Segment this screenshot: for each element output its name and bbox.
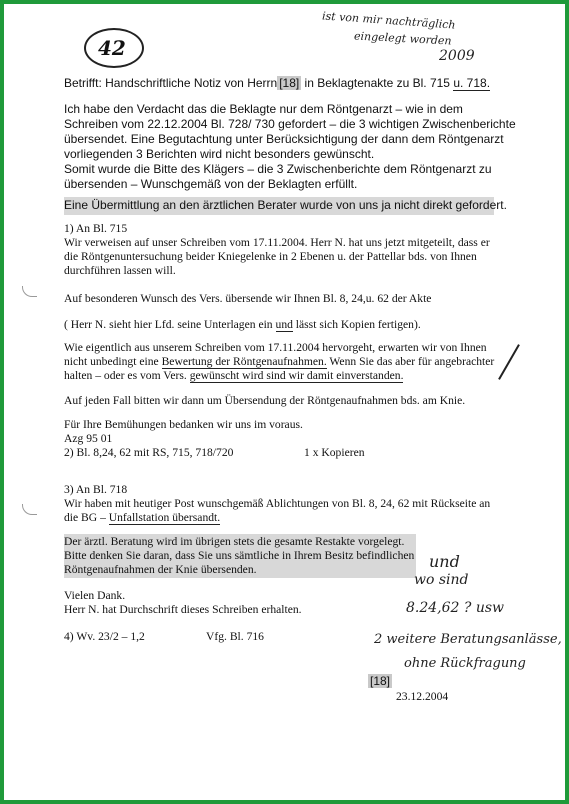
wv-line: 4) Wv. 23/2 – 1,2 xyxy=(64,630,145,643)
document-page xyxy=(4,4,565,800)
section-1-note: ( Herr N. sieht hier Lfd. seine Unterlagen ein und lässt sich Kopien fertigen). xyxy=(64,318,421,331)
section-3-paragraph: Der ärztl. Beratung wird im übrigen stets die gesamte Restakte vorgelegt. Bitte denken Sie daran, dass Sie uns sämtliche in Ihrem Besitz befindlichen Röntgenaufnahmen der Knie übersenden. xyxy=(64,535,415,576)
thanks-block: Für Ihre Bemühungen bedanken wir uns im voraus. Azg 95 01 2) Bl. 8,24, 62 mit RS, 715, 718/720 xyxy=(64,418,303,459)
section-1-block: 1) An Bl. 715 Wir verweisen auf unser Schreiben vom 17.11.2004. Herr N. hat uns jetzt mitgeteilt, dass er die Röntgenuntersuchung beider Kniegelenke in 2 Ebenen u. der Pattellar bds. von Ihnen durchführen lassen will. xyxy=(64,222,490,277)
handwritten-right-4: 2 weitere Beratungsanlässe, xyxy=(374,632,562,647)
subject-line: Betrifft: Handschriftliche Notiz von Herrn [18] in Beklagtenakte zu Bl. 715 u. 718. xyxy=(64,76,491,90)
handwritten-right-1: und xyxy=(429,552,460,571)
handwritten-right-2: wo sind xyxy=(414,572,469,588)
handwritten-note-line-1: ist von mir nachträglich xyxy=(321,9,456,32)
highlighted-sentence: Eine Übermittlung an den ärztlichen Berater wurde von uns ja nicht direkt gefordert. xyxy=(64,197,494,215)
handwritten-note-year: 2009 xyxy=(439,48,475,64)
section-3-block: 3) An Bl. 718 Wir haben mit heutiger Post wunschgemäß Ablichtungen von Bl. 8, 24, 62 mit Rückseite an die BG – Unfallstation übersandt. xyxy=(64,483,491,524)
handwritten-right-5: ohne Rückfragung xyxy=(404,656,526,671)
punch-mark xyxy=(22,504,37,515)
redaction-box: [18] xyxy=(279,76,300,90)
page-number: 42 xyxy=(98,36,126,60)
copies-note: 1 x Kopieren xyxy=(304,446,365,459)
handwritten-note-line-2: eingelegt worden xyxy=(353,29,452,48)
section-1-closing: Auf jeden Fall bitten wir dann um Übersendung der Röntgenaufnahmen bds. am Knie. xyxy=(64,394,466,407)
section-1-request: Auf besonderen Wunsch des Vers. übersende wir Ihnen Bl. 8, 24,u. 62 der Akte xyxy=(64,292,432,305)
handwritten-right-3: 8.24,62 ? usw xyxy=(406,600,505,616)
intro-paragraph: Ich habe den Verdacht das die Beklagte nur dem Röntgenarzt – wie in dem Schreiben vom 22.12.2004 Bl. 728/ 730 gefordert – die 3 wichtigen Zwischenberichte übersendet. Eine Begutachtung unter Berücksichtigung der dann dem Röntgenarzt vorliegenden 3 Berichten wird nicht besonders gewünscht. Somit wurde die Bitte des Klägers – die 3 Zwischenberichte dem Röntgenarzt zu übersenden – Wunschgemäß von der Beklagten erfüllt. xyxy=(64,102,516,191)
signature-redaction: [18] xyxy=(370,674,391,688)
section-1-paragraph-2: Wie eigentlich aus unserem Schreiben vom 17.11.2004 hervorgeht, erwarten wir von Ihnen nicht unbedingt eine Bewertung der Röntgenaufnahmen. Wenn Sie das aber für angebrachter halten – oder es vom Vers. gewünscht wird sind wir damit einverstanden. xyxy=(64,341,495,382)
closing-block: Vielen Dank. Herr N. hat Durchschrift dieses Schreiben erhalten. xyxy=(64,589,302,616)
punch-mark xyxy=(22,286,37,297)
margin-check-mark xyxy=(498,344,520,380)
document-date: 23.12.2004 xyxy=(396,690,449,703)
circled-page-number xyxy=(84,28,144,68)
vfg-line: Vfg. Bl. 716 xyxy=(206,630,264,643)
